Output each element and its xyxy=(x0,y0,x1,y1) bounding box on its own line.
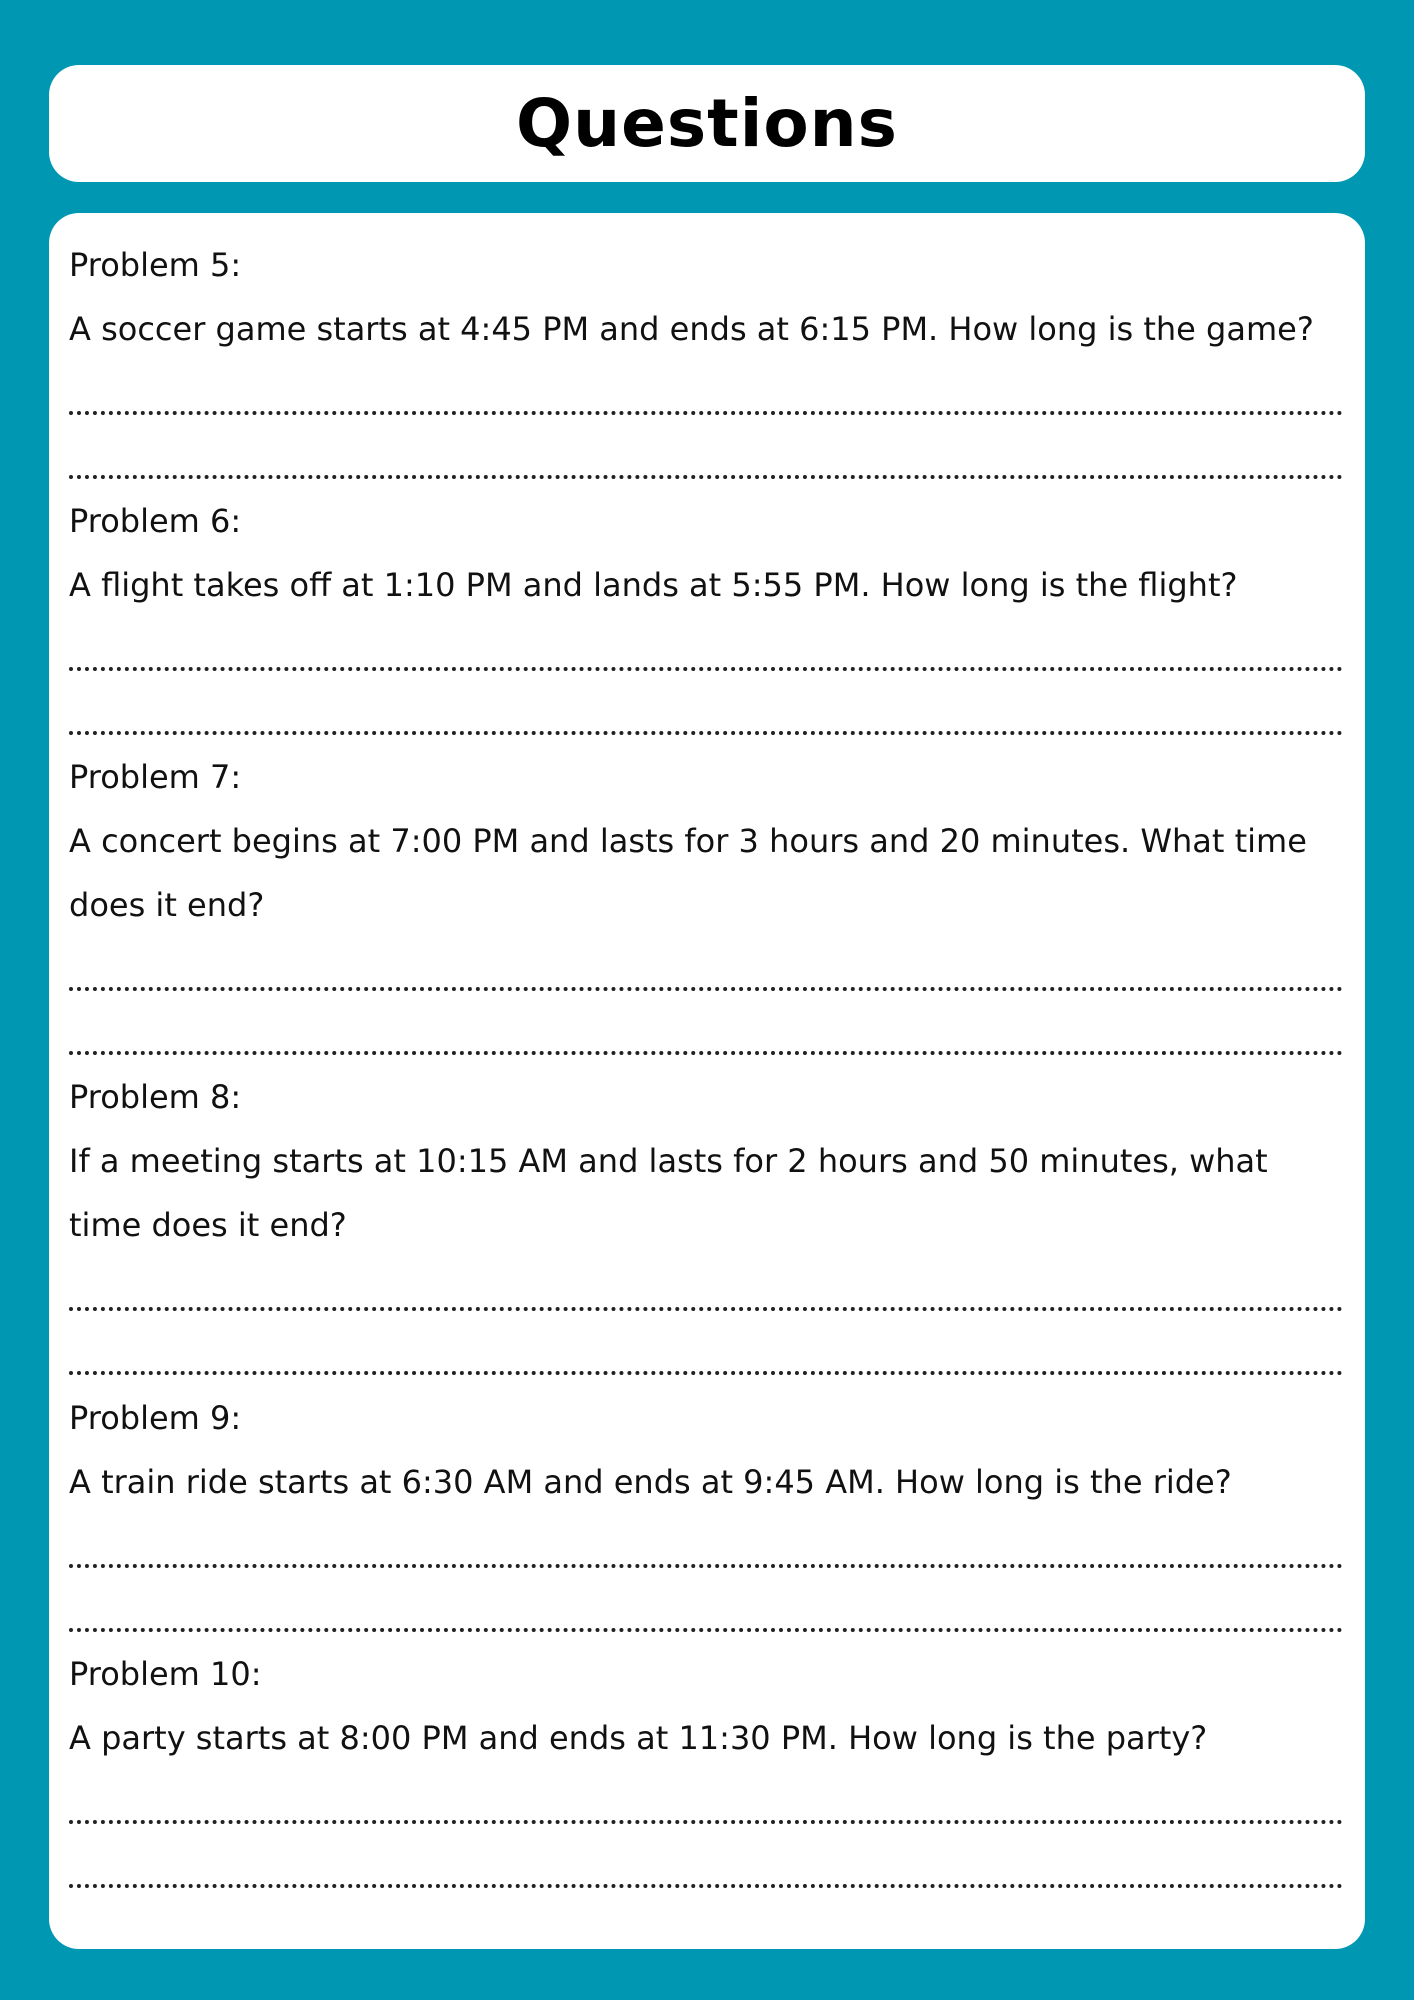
answer-line[interactable] xyxy=(69,1321,1343,1385)
problem-text: A train ride starts at 6:30 AM and ends at 9:45 AM. How long is the ride? xyxy=(69,1463,1232,1501)
problem-text: If a meeting starts at 10:15 AM and lasts for 2 hours and 50 minutes, what time does it end? xyxy=(69,1142,1268,1244)
problem-label: Problem 6: xyxy=(69,502,242,540)
problem-text: A party starts at 8:00 PM and ends at 11:30 PM. How long is the party? xyxy=(69,1719,1208,1757)
problem-label: Problem 9: xyxy=(69,1399,242,1437)
answer-line[interactable] xyxy=(69,1514,1343,1578)
answer-line[interactable] xyxy=(69,937,1343,1001)
questions-card xyxy=(49,213,1365,1949)
page-title: Questions xyxy=(516,84,898,162)
answer-line[interactable] xyxy=(69,617,1343,681)
problem-6 xyxy=(69,489,1343,745)
problem-text: A soccer game starts at 4:45 PM and ends at 6:15 PM. How long is the game? xyxy=(69,310,1314,348)
title-card xyxy=(49,65,1365,182)
answer-line[interactable] xyxy=(69,1834,1343,1898)
answer-line[interactable] xyxy=(69,681,1343,745)
answer-line[interactable] xyxy=(69,1257,1343,1321)
problem-label: Problem 5: xyxy=(69,246,242,284)
answer-line[interactable] xyxy=(69,1578,1343,1642)
answer-line[interactable] xyxy=(69,425,1343,489)
problem-8 xyxy=(69,1065,1343,1385)
problem-text: A flight takes off at 1:10 PM and lands at 5:55 PM. How long is the flight? xyxy=(69,566,1238,604)
answer-line[interactable] xyxy=(69,1770,1343,1834)
problem-7 xyxy=(69,745,1343,1065)
problem-9 xyxy=(69,1386,1343,1642)
problem-5 xyxy=(69,233,1343,489)
problem-text: A concert begins at 7:00 PM and lasts for 3 hours and 20 minutes. What time does it end? xyxy=(69,822,1307,924)
answer-line[interactable] xyxy=(69,1001,1343,1065)
problem-label: Problem 8: xyxy=(69,1078,242,1116)
problem-label: Problem 10: xyxy=(69,1655,262,1693)
answer-line[interactable] xyxy=(69,361,1343,425)
problem-10 xyxy=(69,1642,1343,1898)
problem-label: Problem 7: xyxy=(69,758,242,796)
